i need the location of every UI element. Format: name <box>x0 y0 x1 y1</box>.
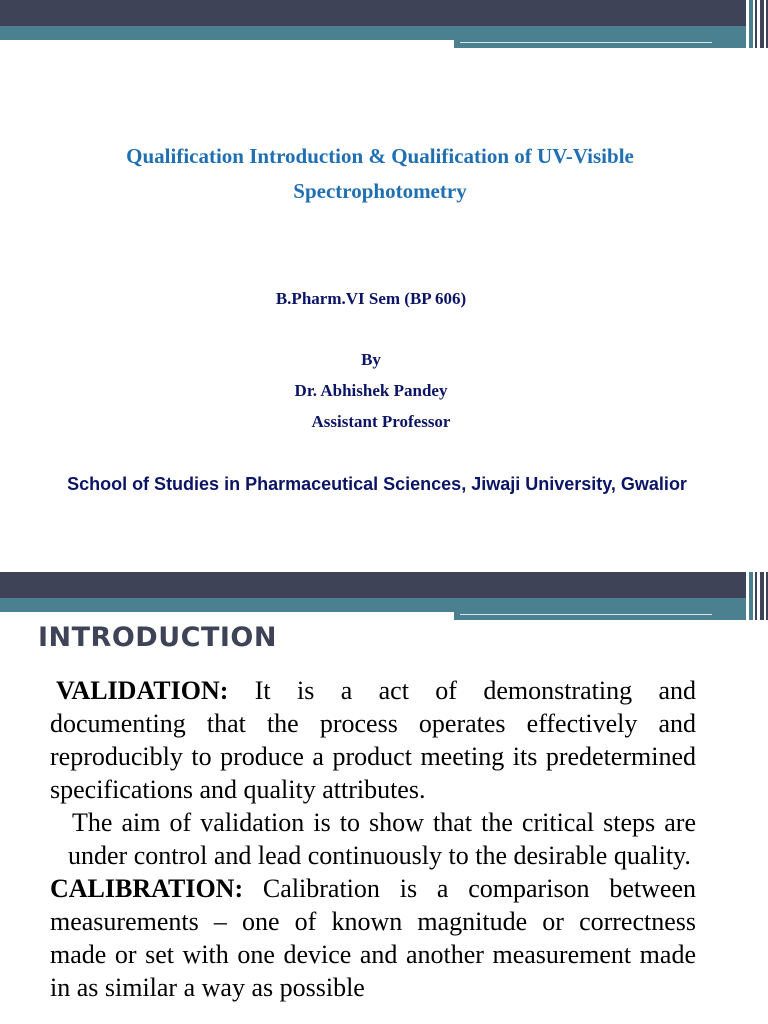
slide-title: Qualification Introduction & Qualification of UV-Visible Spectrophotometry <box>126 144 634 203</box>
validation-term: VALIDATION: <box>56 676 229 705</box>
school-name: School of Studies in Pharmaceutical Sciences, Jiwaji University, Gwalior <box>67 474 687 494</box>
section-heading: INTRODUCTION <box>38 622 277 653</box>
calibration-text: Calibration is a comparison between measurements – one of known magnitude or correctness made or set with one device and another measurement made in as similar a way as possible <box>50 874 696 1002</box>
validation-paragraph <box>50 674 696 806</box>
aim-text: The aim of validation is to show that the critical steps are under control and lead continuously to the desirable quality. <box>68 808 696 870</box>
by-label: By <box>361 350 381 369</box>
calibration-term: CALIBRATION: <box>50 874 244 903</box>
calibration-paragraph <box>50 872 696 1004</box>
header-banner <box>0 0 768 52</box>
introduction-slide <box>0 572 768 1024</box>
header-banner <box>0 572 768 624</box>
validation-text: It is a act of demonstrating and documenting that the process operates effectively and reproducibly to produce a product meeting its predetermined specifications and quality attributes. <box>50 676 696 804</box>
course-code: B.Pharm.VI Sem (BP 606) <box>275 289 467 308</box>
author-name: Dr. Abhishek Pandey <box>294 381 448 400</box>
slide-body <box>50 674 696 1004</box>
aim-paragraph <box>50 806 696 872</box>
author-role: Assistant Professor <box>311 412 451 431</box>
